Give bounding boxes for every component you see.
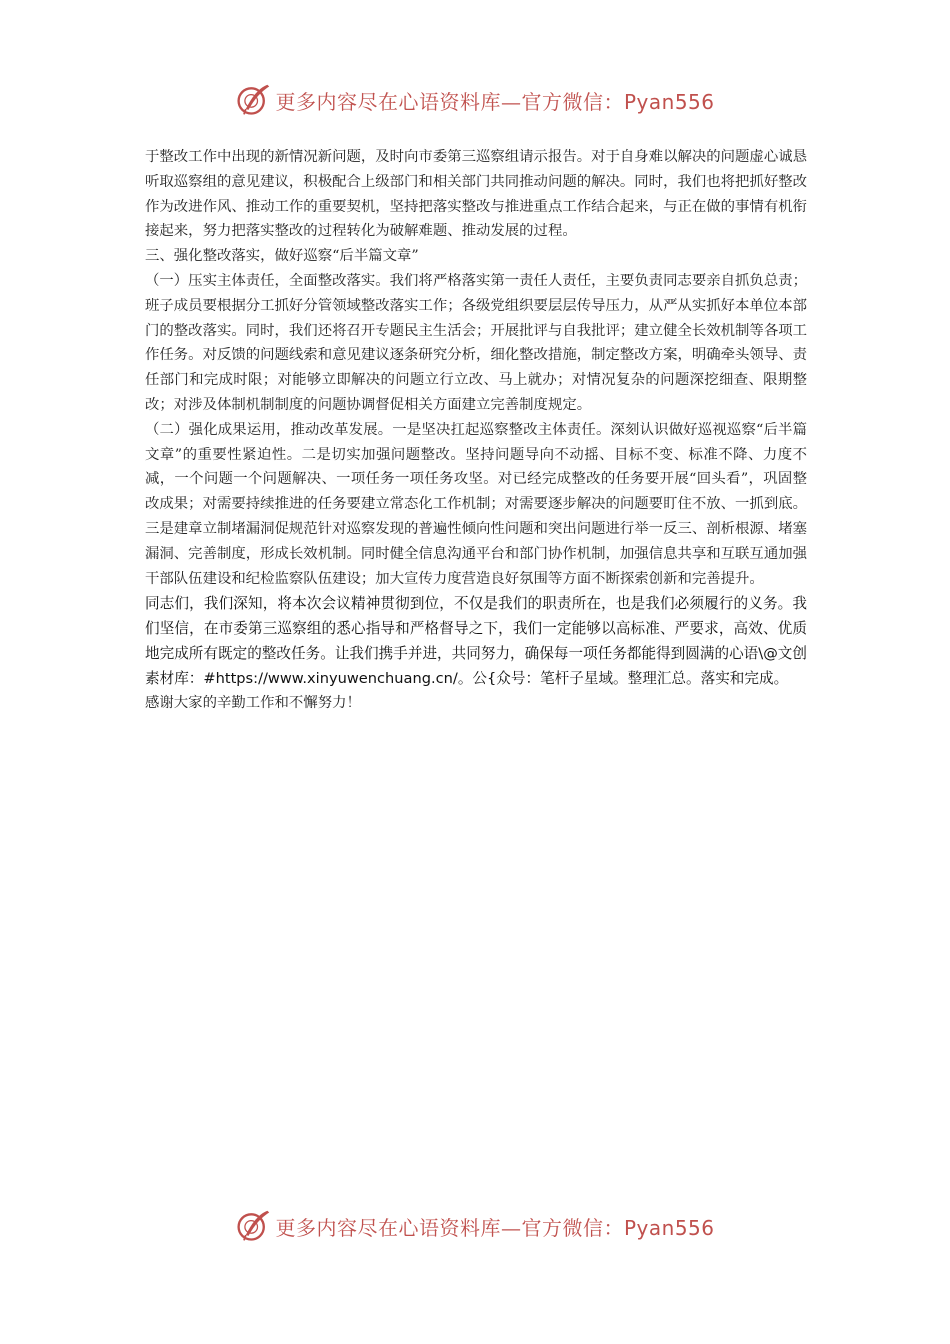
- paragraph-closing: 同志们，我们深知，将本次会议精神贯彻到位，不仅是我们的职责所在，也是我们必须履行的义务。我们坚信，在市委第三巡察组的悉心指导和严格督导之下，我们一定能够以高标准、严要求，高效、优质地完成所有既定的整改任务。让我们携手并进，共同努力，确保每一项任务都能得到圆满的心语\@文创素材库：#https://www.xinyuwenchuang.cn/。公{众号：笔杆子星域。整理汇总。落实和完成。: [145, 595, 807, 688]
- banner-handle: Pyan556: [623, 1215, 715, 1240]
- banner-handle: Pyan556: [623, 89, 715, 114]
- header-banner: [0, 82, 950, 118]
- banner-text: 更多内容尽在心语资料库—官方微信：Pyan556: [275, 89, 715, 114]
- banner-text: 更多内容尽在心语资料库—官方微信：Pyan556: [275, 1215, 715, 1240]
- section-heading: 三、强化整改落实，做好巡察“后半篇文章”: [145, 248, 419, 265]
- quill-pen-circle-icon: [235, 1208, 271, 1244]
- quill-pen-circle-icon: [235, 82, 271, 118]
- document-body: [145, 145, 807, 716]
- paragraph-item-2: （二）强化成果运用，推动改革发展。一是坚决扛起巡察整改主体责任。深刻认识做好巡视巡察“后半篇文章”的重要性紧迫性。二是切实加强问题整改。坚持问题导向不动摇、目标不变、标准不降、力度不减，一个问题一个问题解决、一项任务一项任务攻坚。对已经完成整改的任务要开展“回头看”，巩固整改成果；对需要持续推进的任务要建立常态化工作机制；对需要逐步解决的问题要盯住不放、一抓到底。三是建章立制堵漏洞促规范针对巡察发现的普遍性倾向性问题和突出问题进行举一反三、剖析根源、堵塞漏洞、完善制度，形成长效机制。同时健全信息沟通平台和部门协作机制，加强信息共享和互联互通加强干部队伍建设和纪检监察队伍建设；加大宣传力度营造良好氛围等方面不断探索创新和完善提升。: [145, 421, 807, 587]
- footer-banner: [0, 1208, 950, 1244]
- paragraph-intro: 于整改工作中出现的新情况新问题，及时向市委第三巡察组请示报告。对于自身难以解决的问题虚心诚恳听取巡察组的意见建议，积极配合上级部门和相关部门共同推动问题的解决。同时，我们也将把抓好整改作为改进作风、推动工作的重要契机，坚持把落实整改与推进重点工作结合起来，与正在做的事情有机衔接起来，努力把落实整改的过程转化为破解难题、推动发展的过程。: [145, 149, 807, 240]
- paragraph-thanks: 感谢大家的辛勤工作和不懈努力！: [145, 695, 361, 712]
- paragraph-item-1: （一）压实主体责任，全面整改落实。我们将严格落实第一责任人责任，主要负责同志要亲自抓负总责；班子成员要根据分工抓好分管领域整改落实工作；各级党组织要层层传导压力，从严从实抓好本单位本部门的整改落实。同时，我们还将召开专题民主生活会；开展批评与自我批评；建立健全长效机制等各项工作任务。对反馈的问题线索和意见建议逐条研究分析，细化整改措施，制定整改方案，明确牵头领导、责任部门和完成时限；对能够立即解决的问题立行立改、马上就办；对情况复杂的问题深挖细查、限期整改；对涉及体制机制制度的问题协调督促相关方面建立完善制度规定。: [145, 272, 807, 413]
